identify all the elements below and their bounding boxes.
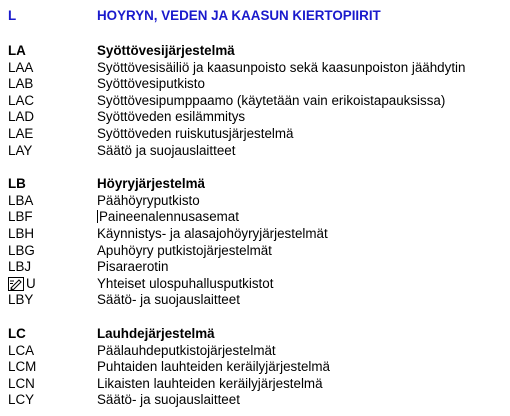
- document: [8, 6, 508, 409]
- item-code: LCY: [8, 392, 35, 408]
- section-heading-la: [8, 43, 508, 60]
- spacer: [8, 25, 508, 43]
- list-item: [8, 76, 508, 93]
- item-text: Paineenalennusasemat: [99, 209, 239, 225]
- item-code: LAB: [8, 76, 34, 92]
- item-text: Syöttövesipumppaamo (käytetään vain erikoistapauksissa): [97, 92, 446, 108]
- spacer: [8, 309, 508, 326]
- section-code: LB: [8, 176, 26, 192]
- list-item: [8, 376, 508, 393]
- item-code: LBG: [8, 242, 35, 258]
- section-title: Lauhdejärjestelmä: [97, 325, 215, 341]
- item-code: LCN: [8, 375, 35, 391]
- list-item: [8, 392, 508, 409]
- item-code: LAD: [8, 109, 35, 125]
- item-code: LBA: [8, 192, 34, 208]
- section-code: LA: [8, 43, 26, 58]
- section-title: Syöttövesijärjestelmä: [97, 43, 235, 58]
- list-item: [8, 259, 508, 276]
- item-code: LCA: [8, 342, 35, 358]
- list-item: [8, 226, 508, 243]
- item-text: Likaisten lauhteiden keräilyjärjestelmä: [97, 375, 323, 391]
- edit-marker[interactable]: [8, 276, 26, 292]
- item-code: LBF: [8, 209, 33, 225]
- list-item: [8, 292, 508, 309]
- item-text: Säätö- ja suojauslaitteet: [97, 292, 240, 308]
- item-text: Päälauhdeputkistojärjestelmät: [97, 342, 276, 358]
- list-item: [8, 143, 508, 160]
- item-text: Yhteiset ulospuhallusputkistot: [97, 275, 274, 291]
- item-text-with-cursor[interactable]: [97, 209, 508, 226]
- section-code: LC: [8, 325, 26, 341]
- item-text: Käynnistys- ja alasajohöyryjärjestelmät: [97, 225, 328, 241]
- list-item: [8, 60, 508, 77]
- title-text: HOYRYN, VEDEN JA KAASUN KIERTOPIIRIT: [97, 8, 381, 23]
- section-heading-lb: [8, 176, 508, 193]
- item-text: Apuhöyry putkistojärjestelmät: [97, 242, 272, 258]
- item-text: Säätö- ja suojauslaitteet: [97, 392, 240, 408]
- item-text: Syöttöveden ruiskutusjärjestelmä: [97, 125, 294, 141]
- list-item: [8, 209, 508, 226]
- list-item: [8, 343, 508, 360]
- list-item: [8, 359, 508, 376]
- text-cursor: [97, 210, 98, 223]
- item-text: Pisaraerotin: [97, 259, 169, 275]
- item-text: Syöttöveden esilämmitys: [97, 109, 246, 125]
- item-code: LAA: [8, 59, 34, 75]
- item-code: LBY: [8, 292, 34, 308]
- item-code: LAY: [8, 142, 33, 158]
- item-code: LAC: [8, 92, 35, 108]
- pen-icon: [8, 277, 24, 291]
- item-code-with-marker: [8, 276, 97, 293]
- list-item: [8, 126, 508, 143]
- item-text: Syöttövesisäiliö ja kaasunpoisto sekä kaasunpoiston jäähdytin: [97, 59, 466, 75]
- spacer: [8, 159, 508, 176]
- list-item: [8, 193, 508, 210]
- list-item: [8, 243, 508, 260]
- item-text: Päähöyryputkisto: [97, 192, 200, 208]
- item-text: Syöttövesiputkisto: [97, 76, 205, 92]
- item-text: Säätö ja suojauslaitteet: [97, 142, 236, 158]
- item-text: Puhtaiden lauhteiden keräilyjärjestelmä: [97, 359, 330, 375]
- list-item: [8, 109, 508, 126]
- list-item: [8, 276, 508, 293]
- title-code: L: [8, 8, 17, 23]
- section-heading-lc: [8, 326, 508, 343]
- document-title: [8, 6, 508, 25]
- section-title: Höyryjärjestelmä: [97, 176, 205, 192]
- item-code: LCM: [8, 359, 37, 375]
- list-item: [8, 93, 508, 110]
- item-code: U: [26, 275, 36, 291]
- item-code: LAE: [8, 125, 34, 141]
- item-code: LBJ: [8, 259, 32, 275]
- item-code: LBH: [8, 225, 35, 241]
